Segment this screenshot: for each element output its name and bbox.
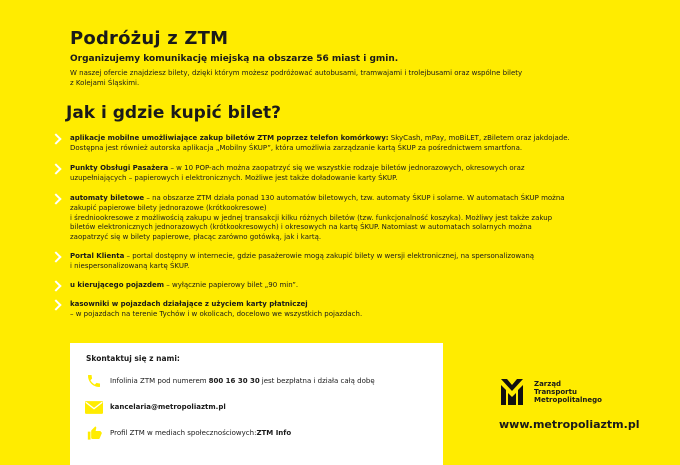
item-line-3: i średniookresowe z możliwością zakupu w jednej transakcji kilku różnych biletów (tzw. funkcjonalność koszyka). Możliwy jest także zakup: [70, 213, 553, 222]
list-item-ticket-machines: [0, 194, 680, 243]
item-line-2: – w pojazdach na terenie Tychów i w okolicach, docelowo we wszystkich pojazdach.: [70, 309, 363, 318]
list-item-pop: [0, 164, 680, 184]
item-line-1: [70, 300, 640, 310]
phone-number[interactable]: 800 16 30 30: [208, 377, 260, 385]
item-line-4: biletów elektronicznych jednorazowych (krótkookresowych) i okresowych na kartę ŚKUP. Natomiast w automatach solarnych można: [70, 223, 532, 232]
chevron-right-icon: [50, 193, 61, 204]
item-bold: Punkty Obsługi Pasażera: [70, 164, 169, 172]
item-line-2: Dostępna jest również autorska aplikacja „Mobilny ŚKUP”, która umożliwia zarządzanie kartą ŚKUP za pośrednictwem smartfona.: [70, 143, 523, 152]
ztm-logo: [498, 377, 526, 407]
chevron-right-icon: [50, 133, 61, 144]
item-line-1: [70, 252, 640, 262]
brand-line-1: Zarząd: [534, 380, 562, 388]
thumbs-up-icon: [84, 425, 104, 441]
item-bold: Portal Klienta: [70, 252, 125, 260]
item-line-2: uzupełniających – papierowych i elektronicznych. Możliwe jest także doładowanie karty ŚKUP.: [70, 173, 398, 182]
brand-line-3: Metropolitalnego: [534, 396, 602, 404]
item-text: – w 10 POP-ach można zaopatrzyć się we wszystkie rodzaje biletów jednorazowych, okresowych oraz: [168, 164, 525, 172]
brand-line-2: Transportu: [534, 388, 577, 396]
website-link[interactable]: www.metropoliaztm.pl: [499, 418, 640, 431]
item-text: – portal dostępny w internecie, gdzie pasażerowie mogą zakupić bilety w wersji elektronicznej, na spersonalizowaną: [124, 252, 535, 260]
phone-icon: [84, 373, 104, 389]
item-line-1: [70, 134, 640, 144]
item-bold: automaty biletowe: [70, 194, 145, 202]
contact-email-row: [84, 399, 226, 415]
contact-phone-row: [84, 373, 375, 389]
item-line-5: zaopatrzyć się w bilety papierowe, płacąc zarówno gotówką, jak i kartą.: [70, 233, 322, 242]
item-line-2: zakupić papierowe bilety jednorazowe (krótkookresowe): [70, 203, 267, 212]
intro-line-2: z Kolejami Śląskimi.: [70, 78, 140, 87]
intro-text: [70, 69, 600, 88]
chevron-right-icon: [50, 280, 61, 291]
item-text: SkyCash, mPay, moBiLET, zBiletem oraz jakdojade.: [388, 134, 570, 142]
item-text: – wyłącznie papierowy bilet „90 min”.: [164, 281, 299, 289]
phone-pre-text: Infolinia ZTM pod numerem: [110, 377, 207, 385]
email-link[interactable]: kancelaria@metropoliaztm.pl: [110, 403, 226, 411]
chevron-right-icon: [50, 163, 61, 174]
contact-social-row: [84, 425, 291, 441]
list-item-card-validators: [0, 300, 680, 320]
contact-title: Skontaktuj się z nami:: [86, 354, 180, 363]
list-item-driver: [0, 281, 680, 291]
item-line-1: [70, 164, 640, 174]
page-subtitle: Organizujemy komunikację miejską na obszarze 56 miast i gmin.: [70, 54, 399, 64]
item-line-1: [70, 194, 640, 204]
intro-line-1: W naszej ofercie znajdziesz bilety, dzięki którym możesz podróżować autobusami, tramwajami i trolejbusami oraz wspólne bilety: [70, 69, 523, 77]
page-title: Podróżuj z ZTM: [70, 28, 229, 49]
brand-name: [534, 380, 602, 404]
phone-post-text: jest bezpłatna i działa całą dobę: [261, 377, 375, 385]
item-text: – na obszarze ZTM działa ponad 130 automatów biletowych, tzw. automaty ŚKUP i solarne. W automatach ŚKUP można: [144, 194, 565, 202]
item-line-2: i niespersonalizowaną kartę ŚKUP.: [70, 261, 190, 270]
item-line-1: [70, 281, 640, 291]
contact-box: [70, 343, 443, 465]
section-heading: Jak i gdzie kupić bilet?: [66, 103, 282, 123]
list-item-customer-portal: [0, 252, 680, 272]
list-item-mobile-apps: [0, 134, 680, 154]
brand-block: [498, 377, 602, 407]
item-bold: u kierującego pojazdem: [70, 281, 165, 289]
mail-icon: [84, 399, 104, 415]
item-bold: kasowniki w pojazdach działające z użyciem karty płatniczej: [70, 300, 308, 308]
chevron-right-icon: [50, 299, 61, 310]
social-profile-name[interactable]: ZTM Info: [256, 429, 292, 437]
item-bold: aplikacje mobilne umożliwiające zakup biletów ZTM poprzez telefon komórkowy:: [70, 134, 389, 142]
chevron-right-icon: [50, 251, 61, 262]
social-pre-text: Profil ZTM w mediach społecznościowych:: [110, 429, 257, 437]
